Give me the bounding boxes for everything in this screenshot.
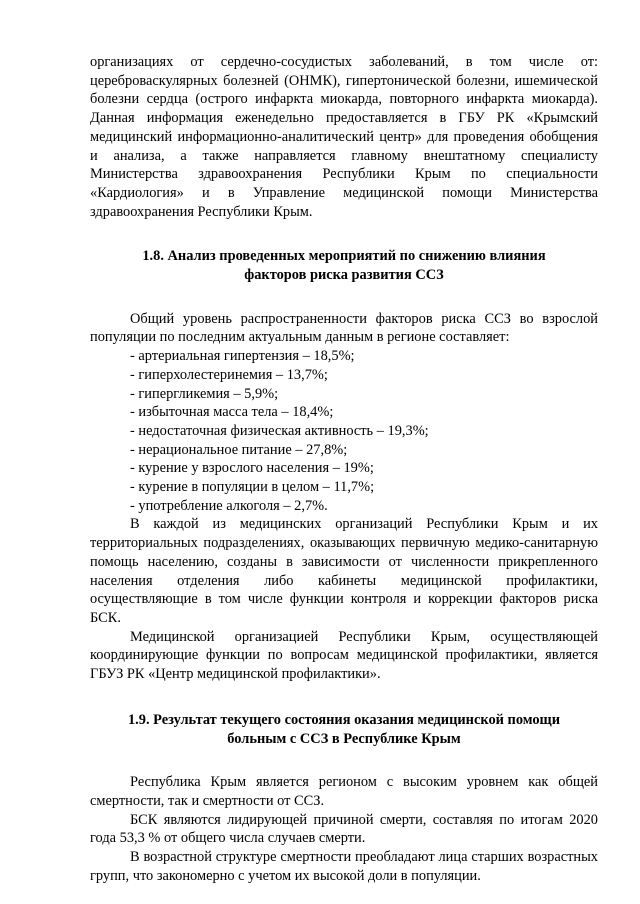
intro-paragraph: организациях от сердечно-сосудистых заболеваний, в том числе от: цереброваскулярных болезней (ОНМК), гипертонической болезни, ишемической болезни сердца (острого инфаркта миокарда, повторного инфаркта миокарда). Данная информация еженедельно предоставляется в ГБУ РК «Крымский медицинский информационно-аналитический центр» для проведения обобщения и анализа, а также направляется главному внештатному специалисту Министерства здравоохранения Республики Крым по специальности «Кардиология» и в Управление медицинской помощи Министерства здравоохранения Республики Крым. [90, 54, 598, 220]
bsk-share-paragraph: БСК являются лидирующей причиной смерти, составляя по итогам 2020 года 53,3 % от общего числа случаев смерти. [90, 811, 598, 847]
prevention-center-paragraph: Медицинской организацией Республики Крым, осуществляющей координирующие функции по вопросам медицинской профилактики, является ГБУЗ РК «Центр медицинской профилактики». [90, 628, 598, 683]
risk-factors-list [90, 347, 598, 515]
list-item: - избыточная масса тела – 18,4%; [130, 404, 334, 421]
section-1-8-heading: 1.8. Анализ проведенных мероприятий по снижению влияния факторов риска развития ССЗ [142, 248, 546, 284]
document-page [90, 53, 598, 885]
list-item: - гиперхолестеринемия – 13,7%; [130, 366, 328, 383]
list-item: - гипергликемия – 5,9%; [130, 385, 279, 402]
risk-factors-lead: Общий уровень распространенности факторов риска ССЗ во взрослой популяции по последним актуальным данным в регионе составляет: [90, 310, 598, 346]
prevention-offices-paragraph: В каждой из медицинских организаций Республики Крым и их территориальных подразделениях, оказывающих первичную медико-санитарную помощь населению, созданы в зависимости от численности прикрепленного населения отделения либо кабинеты медицинской профилактики, осуществляющие в том числе функции контроля и коррекции факторов риска БСК. [90, 516, 598, 626]
list-item: - недостаточная физическая активность – 19,3%; [130, 422, 429, 439]
list-item: - артериальная гипертензия – 18,5%; [130, 348, 355, 365]
mortality-paragraph: Республика Крым является регионом с высоким уровнем как общей смертности, так и смертности от ССЗ. [90, 774, 598, 809]
list-item: - употребление алкоголя – 2,7%. [130, 497, 328, 514]
age-structure-paragraph: В возрастной структуре смертности преобладают лица старших возрастных групп, что закономерно с учетом их высокой доли в популяции. [90, 849, 598, 884]
list-item: - курение в популяции в целом – 11,7%; [130, 479, 375, 496]
list-item: - курение у взрослого населения – 19%; [130, 460, 374, 477]
section-1-9-heading: 1.9. Результат текущего состояния оказания медицинской помощи больным с ССЗ в Республике Крым [127, 711, 560, 747]
list-item: - нерациональное питание – 27,8%; [130, 441, 348, 458]
